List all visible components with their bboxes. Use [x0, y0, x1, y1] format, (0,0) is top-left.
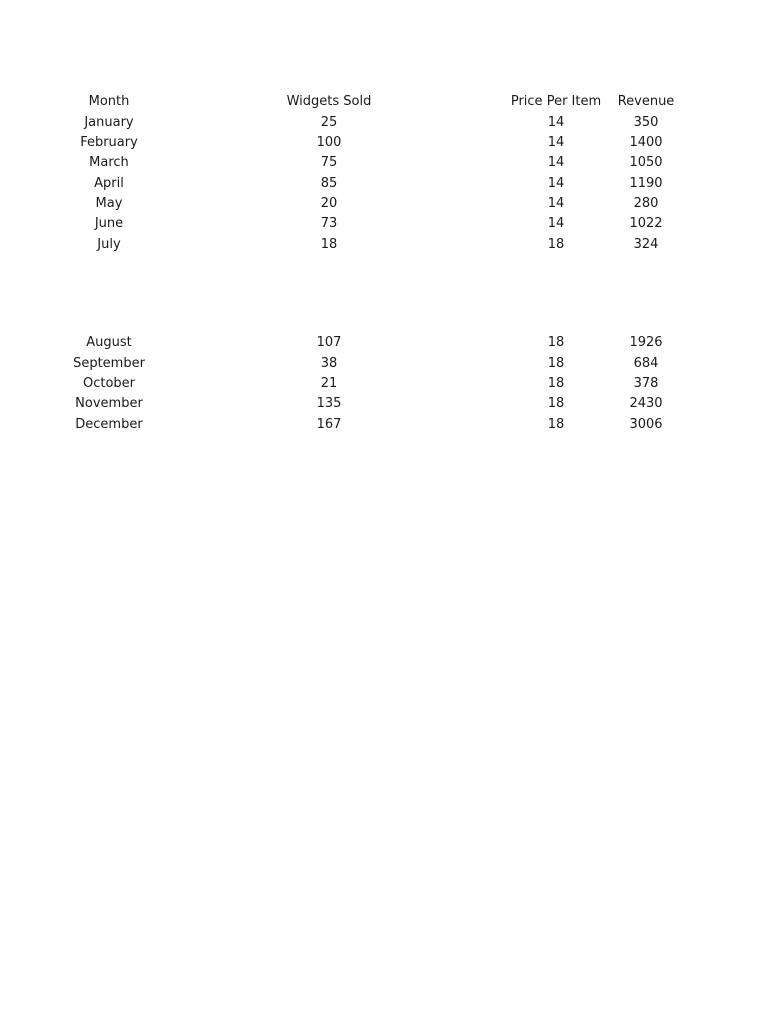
revenue-cell: 2430 — [629, 396, 663, 411]
table-row — [0, 374, 768, 394]
revenue-cell: 3006 — [629, 417, 663, 432]
table-row — [0, 394, 768, 414]
header-revenue: Revenue — [617, 94, 675, 109]
widgets-sold-cell: 21 — [320, 376, 338, 391]
header-month: Month — [88, 94, 130, 109]
revenue-cell: 1050 — [629, 155, 663, 170]
table-header-row — [0, 92, 768, 112]
revenue-cell: 1022 — [629, 216, 663, 231]
revenue-cell: 1400 — [629, 135, 663, 150]
widgets-sold-cell: 25 — [320, 115, 338, 130]
widgets-sold-cell: 38 — [320, 356, 338, 371]
widgets-sold-cell: 135 — [316, 396, 342, 411]
month-cell: April — [94, 176, 124, 191]
price-per-item-cell: 18 — [547, 356, 565, 371]
price-per-item-cell: 18 — [547, 396, 565, 411]
revenue-cell: 1190 — [629, 176, 663, 191]
table-row — [0, 415, 768, 435]
price-per-item-cell: 18 — [547, 376, 565, 391]
widgets-sold-cell: 73 — [320, 216, 338, 231]
month-cell: March — [89, 155, 129, 170]
table-row — [0, 153, 768, 173]
price-per-item-cell: 18 — [547, 417, 565, 432]
price-per-item-cell: 14 — [547, 176, 565, 191]
table-row — [0, 133, 768, 153]
price-per-item-cell: 18 — [547, 335, 565, 350]
revenue-cell: 378 — [633, 376, 659, 391]
header-price-per-item: Price Per Item — [510, 94, 602, 109]
table-row — [0, 214, 768, 234]
revenue-cell: 324 — [633, 237, 659, 252]
month-cell: November — [75, 396, 143, 411]
header-widgets-sold: Widgets Sold — [286, 94, 372, 109]
revenue-cell: 280 — [633, 196, 659, 211]
table-row — [0, 235, 768, 255]
price-per-item-cell: 18 — [547, 237, 565, 252]
month-cell: June — [94, 216, 124, 231]
widgets-sold-cell: 75 — [320, 155, 338, 170]
table-row — [0, 354, 768, 374]
month-cell: January — [84, 115, 134, 130]
month-cell: February — [80, 135, 138, 150]
table-row — [0, 333, 768, 353]
widgets-sold-cell: 167 — [316, 417, 342, 432]
widgets-sold-cell: 20 — [320, 196, 338, 211]
widgets-sold-cell: 107 — [316, 335, 342, 350]
widgets-sold-cell: 85 — [320, 176, 338, 191]
table-row — [0, 113, 768, 133]
month-cell: July — [97, 237, 121, 252]
price-per-item-cell: 14 — [547, 155, 565, 170]
month-cell: December — [75, 417, 143, 432]
revenue-cell: 350 — [633, 115, 659, 130]
widgets-sold-cell: 18 — [320, 237, 338, 252]
month-cell: October — [82, 376, 136, 391]
month-cell: August — [86, 335, 132, 350]
revenue-cell: 684 — [633, 356, 659, 371]
price-per-item-cell: 14 — [547, 196, 565, 211]
table-row — [0, 174, 768, 194]
price-per-item-cell: 14 — [547, 135, 565, 150]
revenue-cell: 1926 — [629, 335, 663, 350]
month-cell: September — [73, 356, 145, 371]
widgets-sold-cell: 100 — [316, 135, 342, 150]
table-row — [0, 194, 768, 214]
price-per-item-cell: 14 — [547, 115, 565, 130]
month-cell: May — [95, 196, 123, 211]
price-per-item-cell: 14 — [547, 216, 565, 231]
